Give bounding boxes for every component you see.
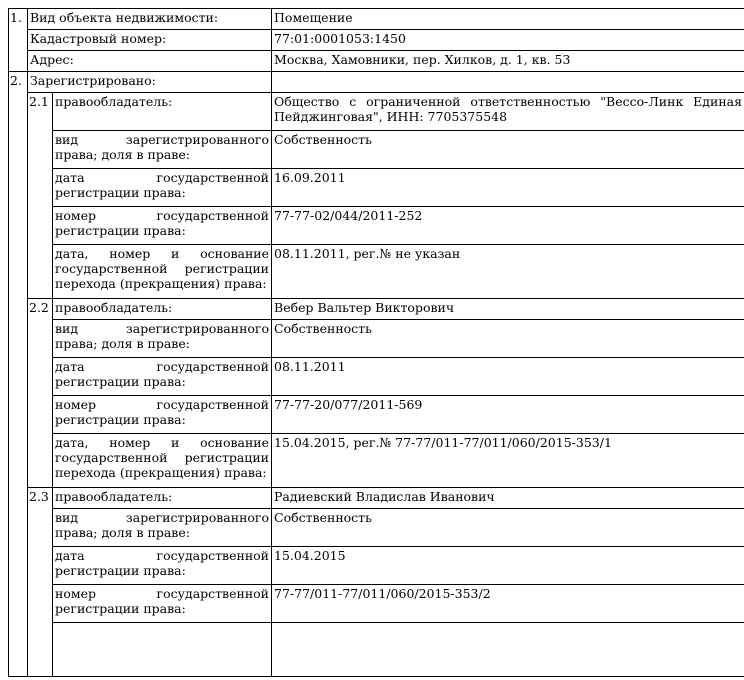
field-value: Собственность [272,509,744,547]
field-label: Кадастровый номер: [28,30,272,51]
holder-name: Радиевский Владислав Иванович [272,488,744,509]
holder-number: 2.3 [28,488,53,677]
field-label: вид зарегистрированного права; доля в праве: [53,320,272,358]
field-value: Собственность [272,320,744,358]
field-label: правообладатель: [53,299,272,320]
registry-extract [8,8,744,680]
table-row [9,169,744,207]
field-label: дата государственной регистрации права: [53,169,272,207]
field-label: номер государственной регистрации права: [53,585,272,623]
table-row [9,9,744,30]
table-row [9,320,744,358]
field-label: правообладатель: [53,93,272,131]
field-value [272,623,744,677]
field-value: Помещение [272,9,744,30]
table-row [9,585,744,623]
table-row [9,547,744,585]
table-row [9,131,744,169]
field-value: 08.11.2011 [272,358,744,396]
table-row [9,51,744,72]
holder-number: 2.1 [28,93,53,299]
field-value: 15.04.2015, рег.№ 77-77/011-77/011/060/2015-353/1 [272,434,744,488]
table-row [9,93,744,131]
field-value: 77-77-02/044/2011-252 [272,207,744,245]
field-label: дата, номер и основание государственной регистрации перехода (прекращения) права: [53,434,272,488]
field-value: 16.09.2011 [272,169,744,207]
field-value: 15.04.2015 [272,547,744,585]
table-row [9,396,744,434]
section-number: 1. [9,9,28,72]
field-label: дата, номер и основание государственной регистрации перехода (прекращения) права: [53,245,272,299]
field-value: 77-77-20/077/2011-569 [272,396,744,434]
field-label: Вид объекта недвижимости: [28,9,272,30]
field-value: Москва, Хамовники, пер. Хилков, д. 1, кв. 53 [272,51,744,72]
table-row [9,299,744,320]
table-row [9,358,744,396]
table-row [9,623,744,677]
holder-name: Вебер Вальтер Викторович [272,299,744,320]
field-value: 77-77/011-77/011/060/2015-353/2 [272,585,744,623]
field-label: вид зарегистрированного права; доля в праве: [53,131,272,169]
table-row [9,207,744,245]
section-label: Зарегистрировано: [28,72,272,93]
field-label: правообладатель: [53,488,272,509]
field-value [272,72,744,93]
table-row [9,72,744,93]
holder-name: Общество с ограниченной ответственностью "Вессо-Линк Единая Пейджинговая", ИНН: 7705375548 [272,93,744,131]
table-row [9,509,744,547]
table-row [9,245,744,299]
field-label: вид зарегистрированного права; доля в праве: [53,509,272,547]
field-label [53,623,272,677]
section-number: 2. [9,72,28,677]
field-label: дата государственной регистрации права: [53,358,272,396]
registry-table [8,8,744,677]
table-row [9,488,744,509]
holder-number: 2.2 [28,299,53,488]
field-value: Собственность [272,131,744,169]
field-label: номер государственной регистрации права: [53,207,272,245]
field-value: 77:01:0001053:1450 [272,30,744,51]
field-value: 08.11.2011, рег.№ не указан [272,245,744,299]
field-label: дата государственной регистрации права: [53,547,272,585]
table-row [9,30,744,51]
table-row [9,434,744,488]
field-label: номер государственной регистрации права: [53,396,272,434]
field-label: Адрес: [28,51,272,72]
